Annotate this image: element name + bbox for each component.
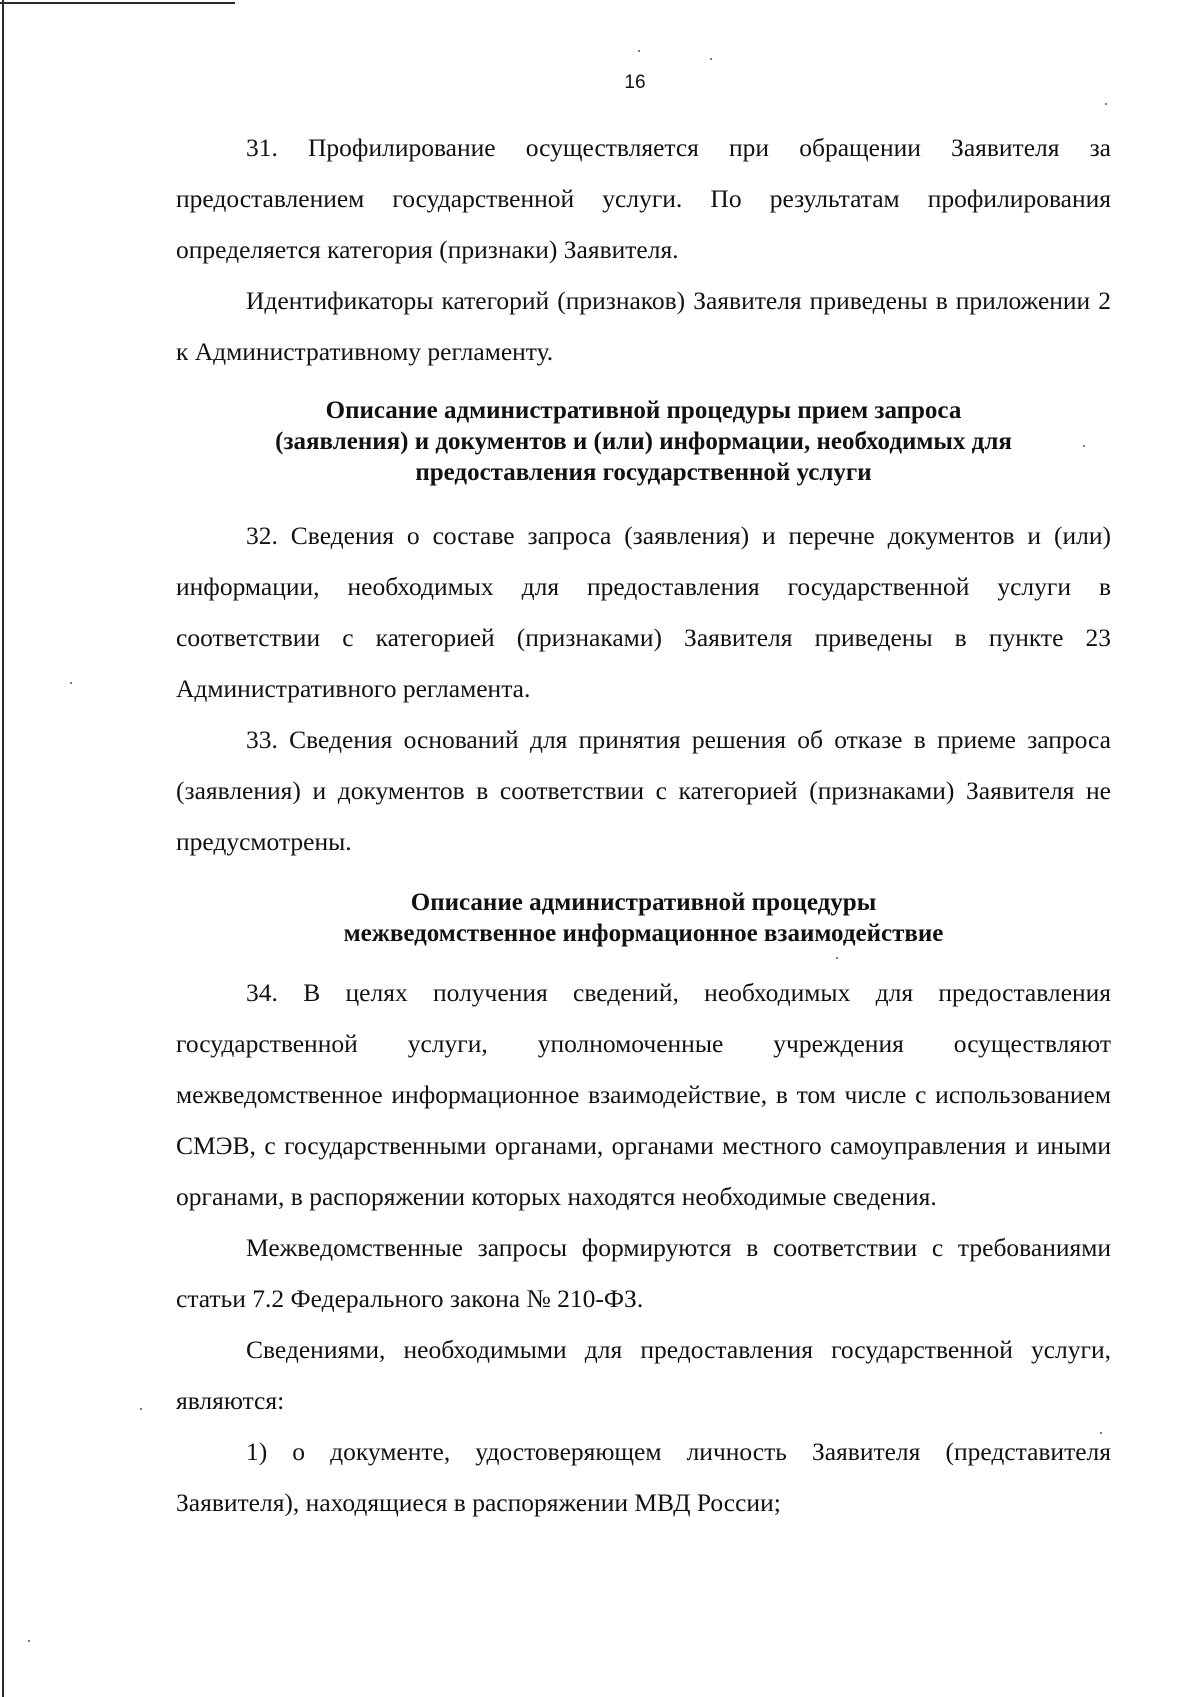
document-body: [176, 122, 1111, 1528]
scan-speck: [70, 682, 72, 684]
paragraph-31: 31. Профилирование осуществляется при обращении Заявителя за предоставлением государственной услуги. По результатам профилирования определяется категория (признаки) Заявителя.: [176, 133, 1111, 264]
paragraph-34-information: Сведениями, необходимыми для предоставления государственной услуги, являются:: [176, 1335, 1111, 1415]
scan-speck: [28, 1640, 30, 1642]
list-item-1: 1) о документе, удостоверяющем личность Заявителя (представителя Заявителя), находящиеся в распоряжении МВД России;: [176, 1437, 1111, 1517]
paragraph-34-requests: Межведомственные запросы формируются в соответствии с требованиями статьи 7.2 Федерального закона № 210-ФЗ.: [176, 1233, 1111, 1313]
paragraph-34: 34. В целях получения сведений, необходимых для предоставления государственной услуги, уполномоченные учреждения осуществляют межведомственное информационное взаимодействие, в том числе с использованием СМЭВ, с государственными органами, органами местного самоуправления и иными органами, в распоряжении которых находятся необходимые сведения.: [176, 978, 1111, 1211]
scan-speck: [140, 1408, 142, 1410]
scan-speck: [1105, 103, 1107, 105]
paragraph-31-identifiers: Идентификаторы категорий (признаков) Заявителя приведены в приложении 2 к Административному регламенту.: [176, 286, 1111, 366]
section-heading-request-intake: [176, 395, 1111, 488]
section-heading-interagency: [176, 887, 1111, 949]
scan-speck: [1100, 1432, 1102, 1434]
heading-line: Описание административной процедуры прием запроса: [325, 397, 962, 424]
heading-line: межведомственное информационное взаимодействие: [343, 920, 944, 947]
paragraph-33: 33. Сведения оснований для принятия решения об отказе в приеме запроса (заявления) и документов в соответствии с категорией (признаками) Заявителя не предусмотрены.: [176, 725, 1111, 856]
scan-speck: [1083, 445, 1085, 447]
heading-line: Описание административной процедуры: [410, 889, 877, 916]
scan-speck: [638, 50, 640, 52]
scan-speck: [710, 58, 712, 60]
scan-border-top: [0, 2, 235, 4]
scan-border-left: [2, 0, 4, 1697]
scan-speck: [836, 957, 838, 959]
heading-line: предоставления государственной услуги: [415, 459, 872, 486]
page-number: 16: [624, 72, 646, 93]
paragraph-32: 32. Сведения о составе запроса (заявления) и перечне документов и (или) информации, необходимых для предоставления государственной услуги в соответствии с категорией (признаками) Заявителя приведены в пункте 23 Административного регламента.: [176, 521, 1111, 703]
heading-line: (заявления) и документов и (или) информации, необходимых для: [275, 428, 1012, 455]
